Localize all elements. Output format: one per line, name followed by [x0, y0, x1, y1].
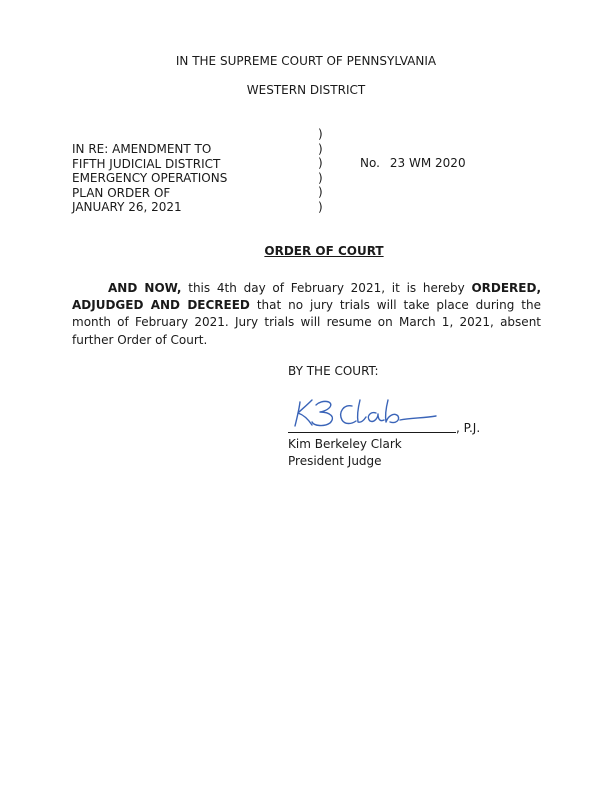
judge-info: [288, 436, 402, 470]
court-name: IN THE SUPREME COURT OF PENNSYLVANIA: [175, 54, 437, 68]
pj-suffix: , P.J.: [456, 421, 481, 435]
signature-line: [288, 394, 548, 434]
paren: ): [318, 185, 323, 200]
case-title-line: PLAN ORDER OF: [72, 185, 171, 200]
case-title-line: FIFTH JUDICIAL DISTRICT: [72, 156, 221, 171]
case-title-line: IN RE: AMENDMENT TO: [72, 142, 212, 156]
paren: ): [318, 199, 323, 214]
paren: ): [318, 170, 323, 185]
order-body: [72, 280, 541, 349]
paren: ): [318, 141, 323, 156]
docket-label: No.: [360, 156, 380, 170]
caption-divider: [318, 127, 323, 215]
signature-block: [288, 364, 548, 468]
judge-title: President Judge: [288, 454, 382, 468]
ordered-text: ORDERED, ADJUDGED AND DECREED: [72, 281, 542, 313]
and-now-text: AND NOW,: [108, 281, 182, 295]
district-name: WESTERN DISTRICT: [246, 83, 366, 97]
paren: ): [318, 156, 323, 171]
paren: ): [318, 127, 323, 141]
case-title: [72, 142, 227, 215]
order-text-1: this 4th day of February 2021, it is hereby: [181, 281, 472, 295]
docket-number: [360, 156, 466, 171]
order-heading: ORDER OF COURT: [264, 244, 384, 258]
handwritten-signature: [290, 394, 460, 430]
judge-name: Kim Berkeley Clark: [288, 437, 402, 451]
case-title-line: JANUARY 26, 2021: [72, 200, 182, 215]
case-title-line: EMERGENCY OPERATIONS: [72, 171, 228, 186]
order-text-2: that no jury trials will take place during the month of February 2021. Jury trials will resume on March 1, 2021, absent further Order of Court.: [72, 298, 541, 347]
by-the-court: BY THE COURT:: [288, 364, 379, 378]
signature-rule: [288, 432, 456, 433]
docket-value: 23 WM 2020: [389, 156, 466, 170]
